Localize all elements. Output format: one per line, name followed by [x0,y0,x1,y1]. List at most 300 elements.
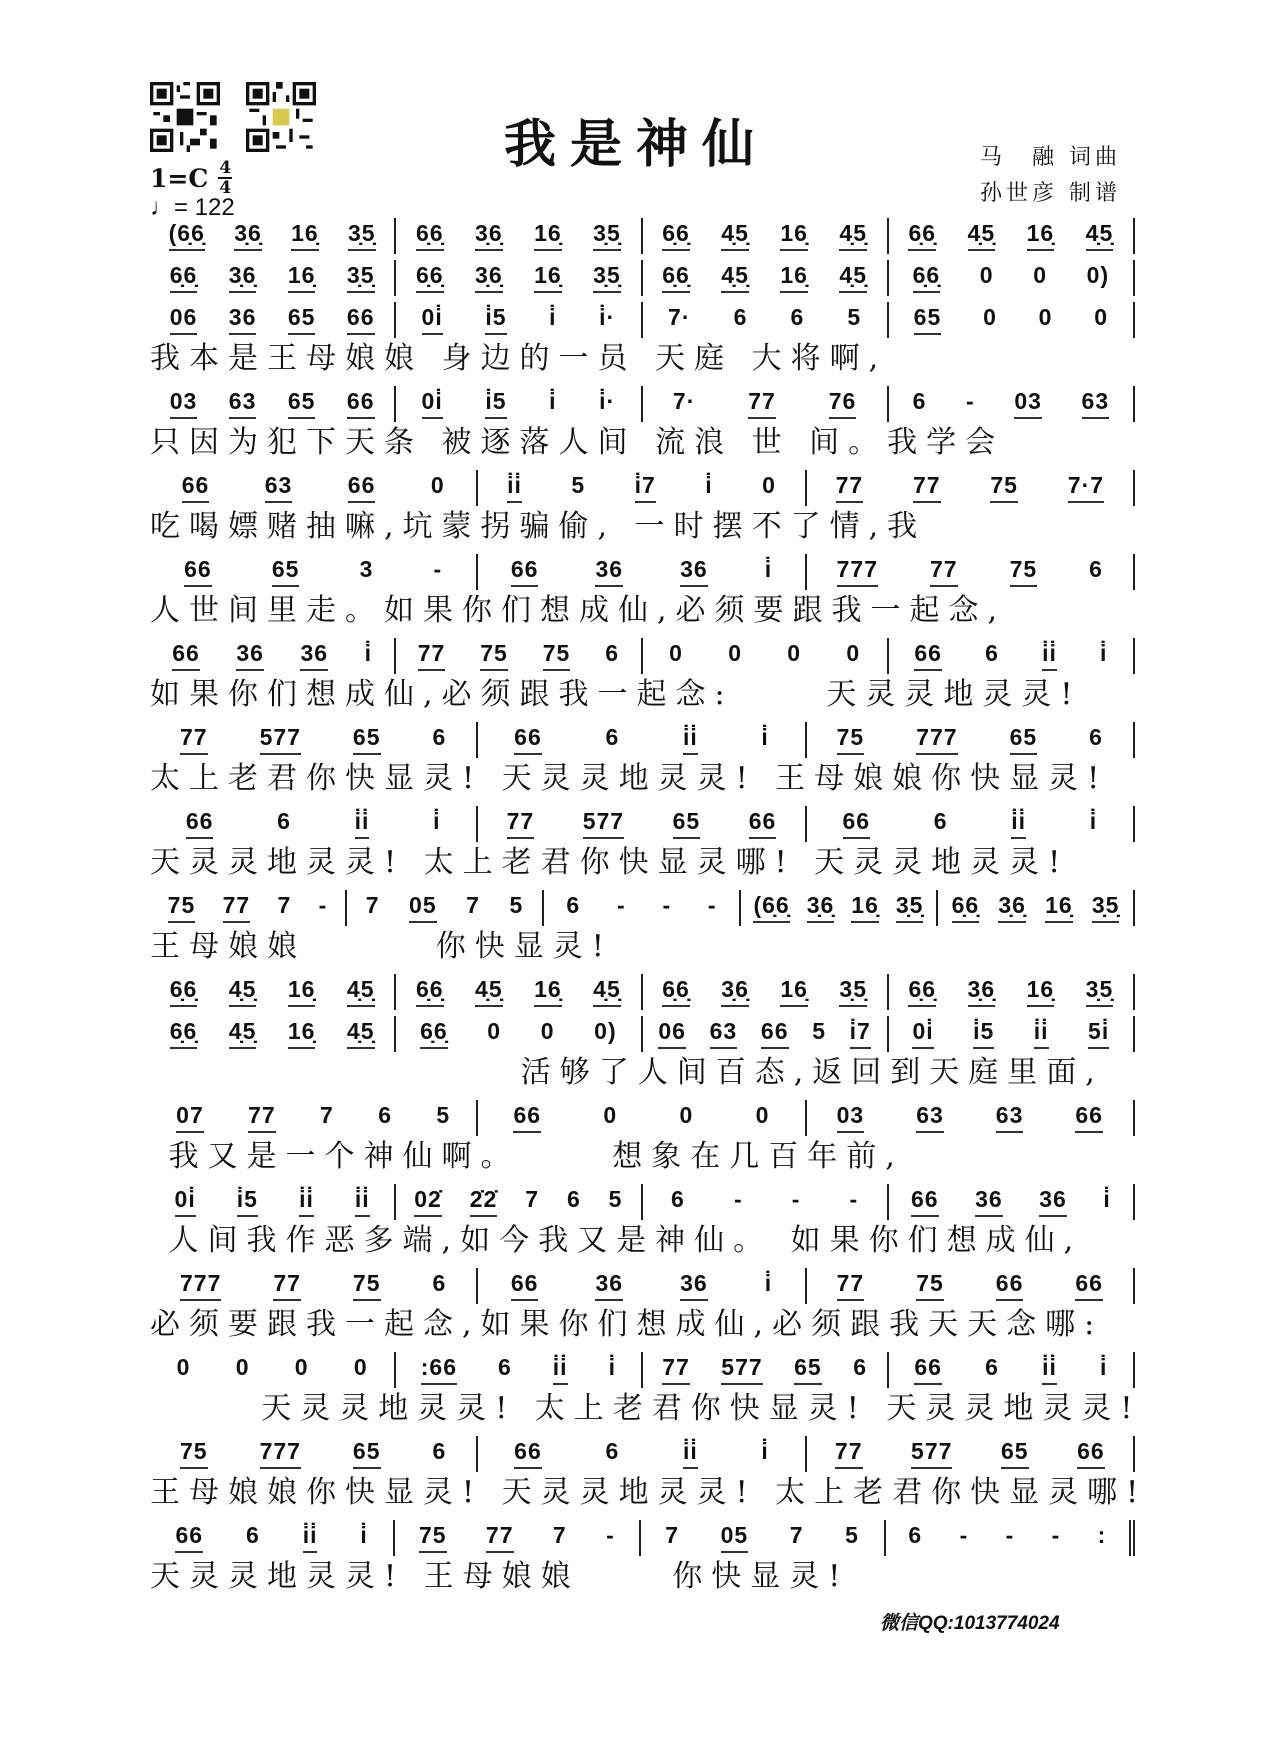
note-text: 6 [605,640,619,666]
note-group [229,976,257,1007]
note-group [1001,1438,1029,1469]
note-group [710,1018,738,1049]
note-text: 36 [595,1270,623,1301]
measure [150,1346,394,1383]
note-text: 66 [914,640,942,671]
note-text: 66 [843,808,871,839]
note-group [265,472,293,503]
lyric-line: 人世间里走。如果你们想成仙,必须要跟我一起念, [150,593,1007,628]
note-text: 66 [749,808,777,839]
note-text: 6̣6̣ [662,976,690,1007]
note-group [170,262,198,293]
note-text: 66 [175,1522,203,1553]
note-group [843,808,871,839]
note-group [277,808,291,837]
note-group [934,808,948,837]
note-text: 3̣5̣ [839,976,867,1007]
note-group [421,1354,457,1385]
note-text: i̇ [433,808,441,834]
note-group [470,1186,498,1217]
barline [1129,1520,1135,1556]
note-text: 75 [990,472,1018,503]
note-text: i̇i̇ [299,1186,314,1217]
note-group [353,1270,381,1301]
note-text: 777 [260,1438,301,1469]
note-text: 4̣5̣ [721,220,749,251]
note-group [1011,808,1026,839]
note-group [749,808,777,839]
note-group [837,1270,865,1301]
note-text: 3̣6̣ [807,892,835,923]
note-group [1082,388,1110,419]
lyric-line: 人间我作恶多端,如今我又是神仙。 如果你们想成仙, [150,1223,1083,1258]
note-text: 77 [835,1438,863,1469]
note-text: i̇i̇ [553,1354,568,1385]
measure [643,254,887,293]
note-text: i̇5 [973,1018,994,1049]
note-text: 4̣5̣ [347,1018,375,1049]
barline [1133,260,1135,296]
note-text: 16̣ [288,1018,316,1049]
note-text: 75 [353,1270,381,1301]
note-group [721,220,749,251]
note-text: i̇ [764,556,773,582]
note-text: 0 [762,472,776,498]
key-signature [150,160,232,196]
note-text: 0 [176,1354,191,1380]
note-group [170,1018,198,1049]
note-text: 5 [436,1102,451,1128]
measure [396,1178,640,1217]
note-group [780,976,808,1007]
note-group [475,262,503,293]
note-text: 36 [1039,1186,1067,1217]
measure [150,464,476,503]
note-text: 0 [787,640,802,666]
note-text: 36 [300,640,328,671]
note-text: 77 [507,808,535,839]
note-group [365,640,372,669]
note-group [378,1102,392,1131]
note-group [609,1354,616,1383]
notation-line [150,212,1135,254]
note-text: 65 [288,304,316,335]
measure [478,548,804,587]
note-text: i̇i̇ [1034,1018,1049,1049]
note-group [913,388,927,417]
lyric-line: 我本是王母娘娘 身边的一员 天庭 大将啊, [150,341,888,376]
note-text: 16̣ [780,262,808,293]
note-text: 0 [603,1102,618,1128]
measure [150,1430,476,1469]
note-group [985,640,999,669]
note-text: 3̣6̣ [475,262,503,293]
measure [807,1094,1133,1133]
note-text: 66 [513,1102,541,1133]
notation-line [150,1430,1135,1472]
note-text: 36 [595,556,623,587]
note-text: 77 [930,556,958,587]
note-group [514,1438,542,1469]
note-text: 75 [180,1438,208,1469]
note-group [914,640,942,671]
note-group [594,1018,616,1047]
note-group [234,220,262,251]
note-group [635,472,656,503]
note-text: 65 [353,724,381,755]
note-text: 6 [566,1186,581,1212]
measure [150,716,476,755]
note-group [748,388,776,419]
note-text: 577 [721,1354,762,1385]
note-text: 5i̇ [1088,1018,1109,1049]
note-group [728,640,742,669]
note-text: i̇7 [635,472,656,503]
note-text: 6̣6̣ [908,220,936,251]
notation-line [150,716,1135,758]
note-group [837,1102,865,1133]
note-group [839,220,867,251]
note-group [229,388,257,419]
note-text: 4̣5̣ [593,976,621,1007]
note-text: - [707,892,717,918]
note-text: i̇ [705,472,713,498]
note-text: i̇7 [850,1018,871,1049]
note-group [184,556,212,587]
note-group [513,1102,541,1133]
note-text: 02̇ [414,1186,442,1217]
note-text: 63 [265,472,293,503]
note-group [680,556,708,587]
note-group [908,976,936,1007]
note-text: 6̣6̣ [416,976,444,1007]
note-group [353,724,381,755]
note-text: 3̣6̣ [968,976,996,1007]
note-text: 6 [908,1522,923,1548]
note-text: 5 [509,892,524,918]
note-text: 75 [480,640,508,671]
note-text: 66 [996,1270,1024,1301]
note-group [983,304,997,333]
note-text: 66 [184,556,212,587]
note-text: 75 [916,1270,944,1301]
note-group [534,976,562,1007]
note-text: 16̣ [780,976,808,1007]
note-group [916,724,957,755]
note-text: 777 [180,1270,221,1301]
note-text: 77 [662,1354,690,1385]
note-group [420,1018,448,1049]
note-group [721,976,749,1007]
time-signature-bottom: 4 [219,178,232,198]
note-text: 6 [378,1102,392,1128]
note-text: 0i̇ [422,388,443,419]
note-text: 16̣ [288,976,316,1007]
note-text: 4̣5̣ [839,262,867,293]
note-text: 3̣6̣ [721,976,749,1007]
tempo-marking: ♩= 122 [150,194,235,221]
note-text: 6 [933,808,948,834]
note-text: 577 [260,724,301,755]
note-group [583,808,624,839]
barline [1133,470,1135,506]
note-text: 4̣5̣ [1086,220,1114,251]
note-text: 16̣ [1027,220,1055,251]
note-group [595,556,623,587]
contact-info: 微信QQ:1013774024 [880,1613,1060,1634]
note-text: i̇i̇ [1042,640,1057,671]
note-text: 16̣ [534,220,562,251]
note-group [734,304,748,333]
note-group [299,1186,314,1217]
note-group [593,262,621,293]
note-group [780,220,808,251]
note-group [319,892,328,921]
note-group [360,556,374,585]
note-group [480,640,508,671]
note-group [416,976,444,1007]
note-text: i̇5 [485,304,506,335]
note-group [291,220,319,251]
note-group [599,388,615,417]
note-text: 7· [672,388,696,414]
barline [1133,218,1135,254]
note-group [914,1354,942,1385]
measure [150,1262,476,1301]
note-group [1094,304,1108,333]
note-group [511,1270,539,1301]
measure [643,1346,887,1385]
lyric-line: 王母娘娘 你快显灵! [150,929,613,964]
note-group [180,724,208,755]
note-group [1089,724,1103,753]
note-group [180,1438,208,1469]
note-group [514,724,542,755]
note-group [1027,220,1055,251]
lyric-line: 太上老君你快显灵! 天灵灵地灵灵! 王母娘娘你快显灵! [150,761,1109,796]
note-text: 03 [837,1102,865,1133]
measure [150,296,394,335]
measure [150,1514,393,1553]
note-group [765,1270,772,1299]
measure [889,968,1133,1007]
note-group [416,262,444,293]
note-text: 05 [721,1522,749,1553]
note-text: 77 [836,472,864,503]
note-text: 16̣ [1045,892,1073,923]
measure [643,1010,887,1049]
measure [641,1514,884,1553]
note-text: 06 [658,1018,686,1049]
note-text: 16̣ [534,262,562,293]
note-group [236,1354,250,1383]
note-text: 3̣6̣ [229,262,257,293]
note-text: 66 [761,1018,789,1049]
notation-line [150,380,1135,422]
note-text: 0 [755,1102,770,1128]
note-group [172,640,200,671]
measure [150,254,394,293]
note-group [680,1102,694,1131]
note-text: 0) [594,1018,617,1044]
note-text: i̇ [764,1270,773,1296]
note-text: 65 [1010,724,1038,755]
note-text: 77 [837,1270,865,1301]
note-text: 75 [419,1522,447,1553]
note-text: 05 [409,892,437,923]
note-text: 7 [525,1186,540,1212]
note-text: 6̣6̣ [416,220,444,251]
note-text: i̇i̇ [1011,808,1026,839]
note-group [1014,388,1042,419]
note-text: 63 [710,1018,738,1049]
note-group [543,640,571,671]
notation-line [150,464,1135,506]
lyric-line: 必须要跟我一起念,如果你们想成仙,必须跟我天天念哪: [150,1307,1104,1342]
notation-line [150,1094,1135,1136]
measure [478,800,804,839]
note-group [1088,1018,1109,1049]
note-group [354,1354,368,1383]
note-group [761,1438,768,1467]
note-text: i̇ [549,388,557,414]
note-group [662,976,690,1007]
measure [643,212,887,251]
lyric-line: 我又是一个神仙啊。 想象在几百年前, [150,1139,904,1174]
note-text: - [318,892,328,918]
note-group [930,556,958,587]
note-group [553,1354,568,1385]
note-text: 77 [748,388,776,419]
measure [150,968,394,1007]
note-text: - [733,1186,743,1212]
note-text: 3̣6̣ [234,220,262,251]
note-group [780,262,808,293]
note-text: i̇5 [485,388,506,419]
note-text: 777 [837,556,878,587]
note-group [229,304,257,335]
note-text: 6 [1089,556,1103,582]
note-group [418,640,446,671]
measure [807,1262,1133,1301]
note-text: 7 [277,892,292,918]
note-group [360,1522,367,1551]
note-group [170,976,198,1007]
measure [396,380,640,419]
note-group [850,1018,871,1049]
note-group [180,1270,221,1301]
note-group [916,1102,944,1133]
note-text: 0i̇ [912,1018,933,1049]
note-text: 66 [1075,1102,1103,1133]
note-text: 4̣5̣ [347,976,375,1007]
note-text: 36 [680,1270,708,1301]
note-group [829,388,857,419]
note-group [409,892,437,923]
note-text: : [1097,1522,1107,1548]
note-text: 3̣5̣ [593,262,621,293]
note-text: 4̣5̣ [475,976,503,1007]
note-group [837,724,865,755]
note-text: 3 [359,556,374,582]
note-text: 7 [789,1522,804,1548]
note-group [237,1186,258,1217]
note-group [541,1018,555,1047]
note-text: 6 [498,1354,512,1380]
note-group [1039,304,1053,333]
note-group [534,220,562,251]
note-text: 0i̇ [175,1186,196,1217]
note-group [487,1018,501,1047]
measure [807,1430,1133,1469]
measure [396,212,640,251]
note-group [320,1102,334,1131]
note-text: 63 [1082,388,1110,419]
note-group [605,1438,619,1467]
notation-line [150,548,1135,590]
note-group [794,1354,822,1385]
note-text: 0i̇ [422,304,443,335]
note-text: 6 [432,1438,447,1464]
note-group [952,892,980,923]
note-group [1092,892,1120,923]
note-group [246,1522,260,1551]
note-group [433,724,447,753]
note-group [593,220,621,251]
note-text: 7 [552,1522,567,1548]
notation-line [150,1010,1135,1052]
note-text: i̇ [761,1438,769,1464]
note-text: 5 [812,1018,826,1044]
lyric-line: 天灵灵地灵灵! 王母娘娘 你快显灵! [150,1559,850,1594]
note-text: 7· [668,304,691,330]
note-text: i̇ [360,1522,368,1548]
note-group [753,892,789,923]
note-group [605,640,619,669]
measure [150,884,345,923]
note-text: - [966,388,975,414]
note-text: 0 [1033,262,1048,288]
note-group [908,220,936,251]
note-group [1100,1354,1107,1383]
note-group [606,1522,615,1551]
note-group [509,892,523,921]
barline [1133,1016,1135,1052]
note-text: - [433,556,443,582]
note-text: 66 [186,808,214,839]
note-group [1086,976,1114,1007]
note-text: 6 [566,892,581,918]
note-group [1006,1522,1015,1551]
note-group [671,1186,685,1215]
note-group [912,1018,933,1049]
lyric-line: 王母娘娘你快显灵! 天灵灵地灵灵! 太上老君你快显灵哪! [150,1475,1148,1510]
note-text: 16̣ [291,220,319,251]
note-group [170,304,198,335]
note-group [990,472,1018,503]
note-text: 77 [418,640,446,671]
lyric-line: 只因为犯下天条 被逐落人间 流浪 世 间。我学会 [150,425,1005,460]
note-group [683,724,698,755]
note-text: i̇· [599,304,616,330]
note-group [433,1438,447,1467]
note-text: 7 [665,1522,680,1548]
barline [1133,1352,1135,1388]
note-group [436,1102,450,1131]
note-group [288,304,316,335]
note-group [609,1186,623,1215]
note-group [534,262,562,293]
